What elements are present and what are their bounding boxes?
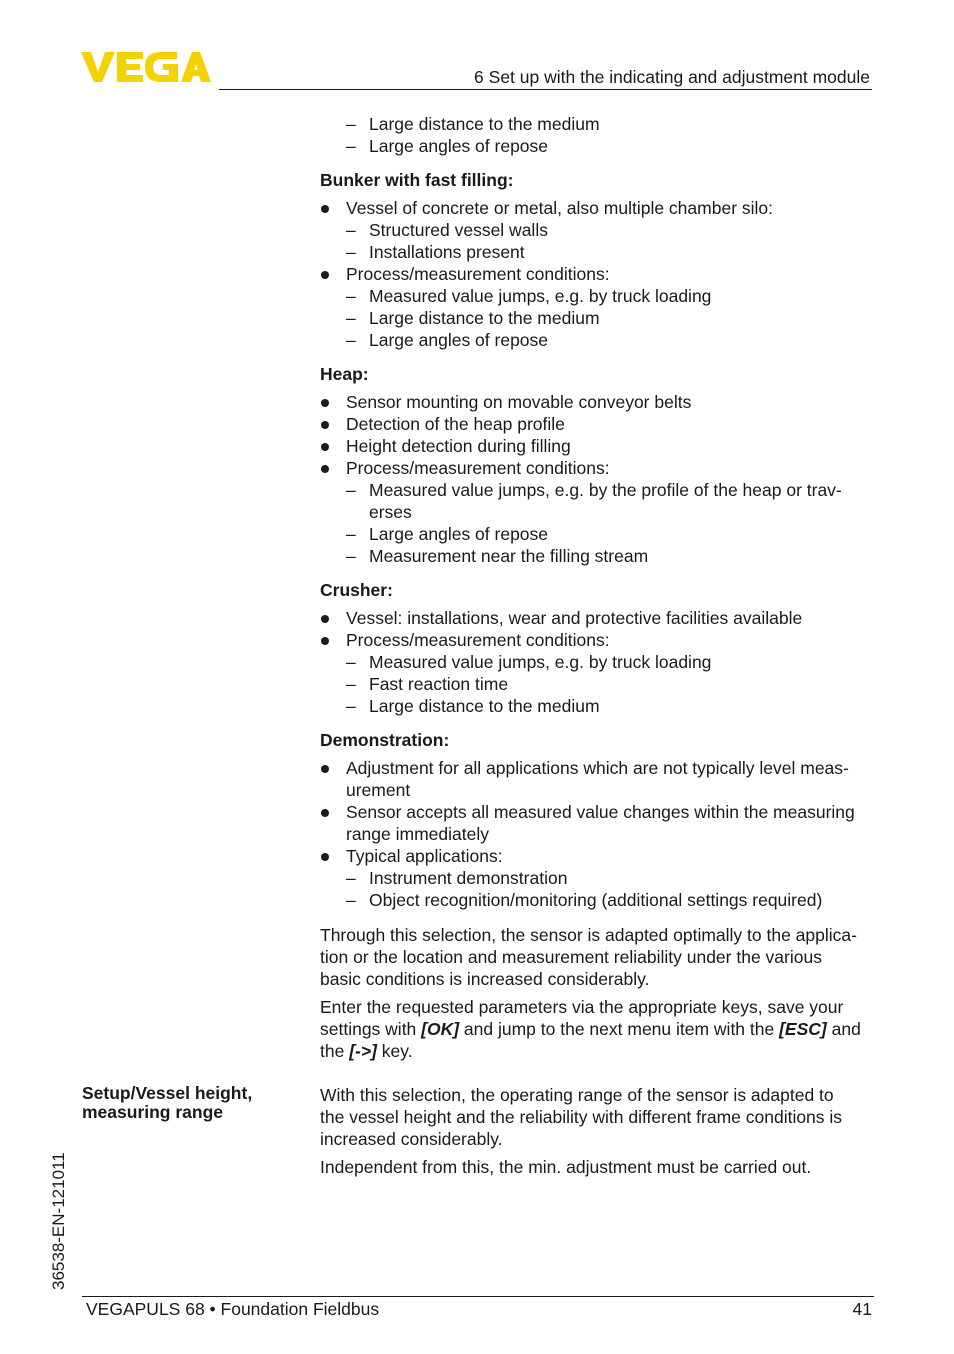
main-content [320, 113, 876, 1062]
list-item: – Large distance to the medium [346, 114, 600, 134]
demonstration-list [320, 757, 876, 911]
list-item: – Instrument demonstration [346, 868, 568, 888]
ok-key: [OK] [421, 1019, 460, 1039]
paragraph: Enter the requested parameters via the appropriate keys, save your settings with [OK] and jump to the next menu item with the [ESC] and the [->] key. [320, 997, 861, 1061]
section-heading: Crusher: [320, 580, 393, 600]
list-item: Sensor accepts all measured value changes within the measuring range immediately [320, 801, 876, 845]
list-item: – Large angles of repose [346, 136, 549, 156]
list-item: Process/measurement conditions: [320, 457, 876, 479]
footer-product: VEGAPULS 68 • Foundation Fieldbus [86, 1299, 380, 1319]
paragraph: With this selection, the operating range of the sensor is adapted to the vessel height and the reliability with different frame conditions is increased considerably. [320, 1085, 843, 1149]
bunker-list [320, 197, 876, 351]
intro-list [320, 113, 876, 157]
list-item: – Structured vessel walls [346, 220, 548, 240]
list-item: Typical applications: [320, 845, 876, 867]
list-item: Height detection during filling [320, 435, 876, 457]
list-item: Vessel: installations, wear and protective facilities available [320, 607, 876, 629]
crusher-list [320, 607, 876, 717]
header-rule [219, 89, 872, 90]
list-item: Sensor mounting on movable conveyor belts [320, 391, 876, 413]
list-item: – Measured value jumps, e.g. by the profile of the heap or trav- erses [346, 480, 842, 522]
heap-list [320, 391, 876, 567]
section-heading: Bunker with fast filling: [320, 170, 514, 190]
list-item: – Measurement near the filling stream [346, 546, 649, 566]
section-heading: Heap: [320, 364, 369, 384]
list-item: Process/measurement conditions: [320, 629, 876, 651]
paragraph: Through this selection, the sensor is adapted optimally to the applica- tion or the location and measurement reliability under the various basic conditions is increased considerably. [320, 925, 857, 989]
list-item: – Fast reaction time [346, 674, 509, 694]
list-item: Detection of the heap profile [320, 413, 876, 435]
vega-logo [81, 50, 211, 84]
list-item: – Large angles of repose [346, 330, 549, 350]
list-item: – Installations present [346, 242, 525, 262]
list-item: – Large distance to the medium [346, 308, 600, 328]
setup-section [320, 1084, 876, 1178]
list-item: Adjustment for all applications which are not typically level meas- urement [320, 757, 876, 801]
esc-key: [ESC] [779, 1019, 827, 1039]
list-item: – Measured value jumps, e.g. by truck loading [346, 286, 712, 306]
list-item: – Measured value jumps, e.g. by truck loading [346, 652, 712, 672]
list-item: Vessel of concrete or metal, also multiple chamber silo: [320, 197, 876, 219]
section-heading: Demonstration: [320, 730, 450, 750]
header-title: 6 Set up with the indicating and adjustment module [474, 67, 870, 87]
list-item: – Large distance to the medium [346, 696, 600, 716]
side-label: Setup/Vessel height, measuring range [82, 1083, 253, 1122]
footer-rule [82, 1296, 874, 1297]
page-number: 41 [852, 1299, 872, 1319]
list-item: Process/measurement conditions: [320, 263, 876, 285]
list-item: – Large angles of repose [346, 524, 549, 544]
arrow-key: [->] [349, 1041, 377, 1061]
document-id: 36538-EN-121011 [49, 1152, 68, 1290]
paragraph: Independent from this, the min. adjustment must be carried out. [320, 1157, 812, 1177]
list-item: – Object recognition/monitoring (additional settings required) [346, 890, 823, 910]
